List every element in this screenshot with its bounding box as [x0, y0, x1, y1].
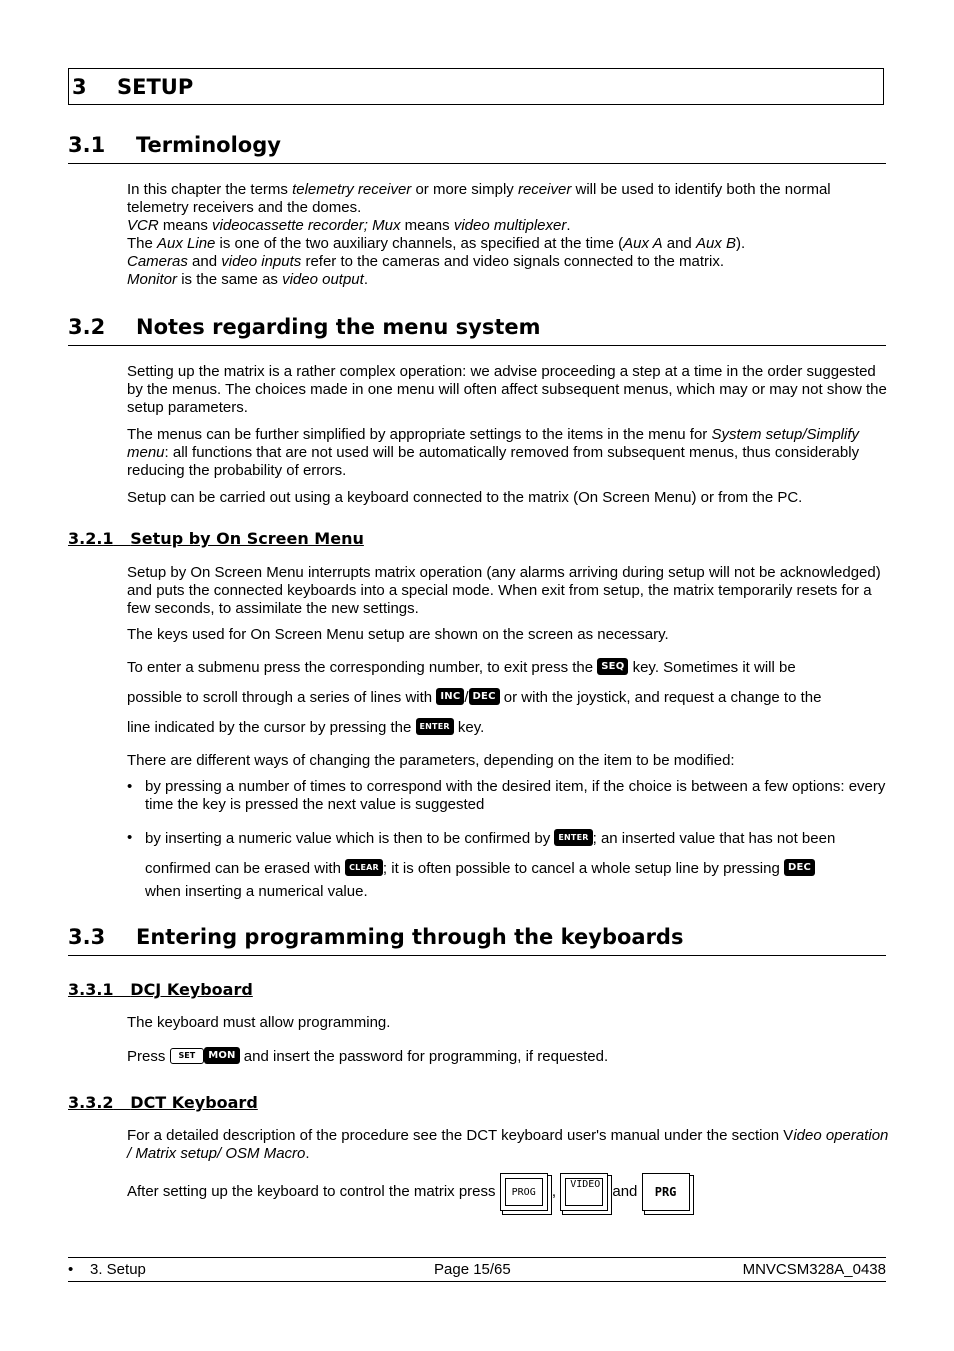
chapter-title: SETUP	[117, 75, 194, 99]
prg-key-icon: PRG	[642, 1173, 690, 1211]
section-heading-3-3	[68, 925, 886, 956]
section-heading-3-2	[68, 315, 886, 346]
section-title: Terminology	[136, 133, 281, 157]
document-code: MNVCSM328A_0438	[742, 1261, 886, 1278]
clear-key-icon: CLEAR	[345, 859, 383, 876]
chapter-heading	[68, 68, 884, 105]
dcj-keyboard-text: The keyboard must allow programming. Press SET MON and insert the password for programming, if requested.	[127, 1014, 609, 1065]
menu-notes-text: Setting up the matrix is a rather complex operation: we advise proceeding a step at a time in the order suggested by the menus. The choices made in one menu will often affect subsequent menus, which may or may not show the setup parameters. The menus can be further simplified by appropriate settings to the items in the menu for System setup/Simplify menu: all functions that are not used will be automatically removed from subsequent menus, thus considerably reducing the probability of errors. Setup can be carried out using a keyboard connected to the matrix (On Screen Menu) or from the PC.	[127, 363, 887, 506]
section-number: 3.1	[68, 133, 106, 157]
section-title: Notes regarding the menu system	[136, 315, 541, 339]
set-key-icon: SET	[170, 1048, 205, 1064]
seq-key-icon: SEQ	[597, 658, 628, 675]
footer-section: 3. Setup	[90, 1261, 146, 1278]
subsection-heading-3-2-1: 3.2.1 Setup by On Screen Menu	[68, 529, 364, 548]
subsection-heading-3-3-2: 3.3.2 DCT Keyboard	[68, 1093, 258, 1112]
prog-key-icon: PROG	[500, 1173, 548, 1211]
dct-keys-line: After setting up the keyboard to control the matrix press PROG , VIDEO and PRG .	[127, 1172, 694, 1212]
section-number: 3.3	[68, 925, 106, 949]
inc-key-icon: INC	[436, 688, 464, 705]
section-number: 3.2	[68, 315, 106, 339]
enter-key-icon: ENTER	[416, 718, 454, 735]
enter-key-icon: ENTER	[554, 829, 592, 846]
dec-key-icon: DEC	[469, 688, 500, 705]
dct-keyboard-text: For a detailed description of the procedure see the DCT keyboard user's manual under the section Video operation / Matrix setup/ OSM Macro.	[127, 1127, 889, 1162]
list-item: by inserting a numeric value which is then to be confirmed by ENTER ; an inserted value that has not been confirmed can be erased with CLEAR ; it is often possible to cancel a whole setup line by pressing DEC when inserting a numerical value.	[145, 830, 836, 900]
osm-setup-text: Setup by On Screen Menu interrupts matrix operation (any alarms arriving during setup will not be acknowledged) and puts the connected keyboards into a special mode. When exit from setup, the matrix temporarily resets for a few seconds, to assimilate the new settings. The keys used for On Screen Menu setup are shown on the screen as necessary. To enter a submenu press the corresponding number, to exit press the SEQ key. Sometimes it will be possible to scroll through a series of lines with INC / DEC or with the joystick, and request a change to the line indicated by the cursor by pressing the ENTER key. There are different ways of changing the parameters, depending on the item to be modified:	[127, 564, 881, 769]
page-footer: • 3. Setup Page 15/65 MNVCSM328A_0438	[68, 1261, 886, 1278]
terminology-text: In this chapter the terms telemetry receiver or more simply receiver will be used to identify both the normal telemetry receivers and the domes. VCR means videocassette recorder; Mux means video multiplexer. The Aux Line is one of the two auxiliary channels, as specified at the time (Aux A and Aux B). Cameras and video inputs refer to the cameras and video signals connected to the matrix. Monitor is the same as video output.	[127, 181, 831, 288]
section-heading-3-1	[68, 133, 886, 164]
video-key-icon: VIDEO	[560, 1173, 608, 1211]
footer-bottom-rule	[68, 1281, 886, 1282]
page-number: Page 15/65	[434, 1261, 511, 1278]
footer-top-rule	[68, 1257, 886, 1258]
mon-key-icon: MON	[204, 1047, 239, 1064]
dec-key-icon: DEC	[784, 859, 815, 876]
section-title: Entering programming through the keyboards	[136, 925, 684, 949]
subsection-heading-3-3-1: 3.3.1 DCJ Keyboard	[68, 980, 253, 999]
chapter-number: 3	[72, 75, 87, 99]
list-item: by pressing a number of times to correspond with the desired item, if the choice is between a few options: every time the key is pressed the next value is suggested	[145, 778, 886, 813]
